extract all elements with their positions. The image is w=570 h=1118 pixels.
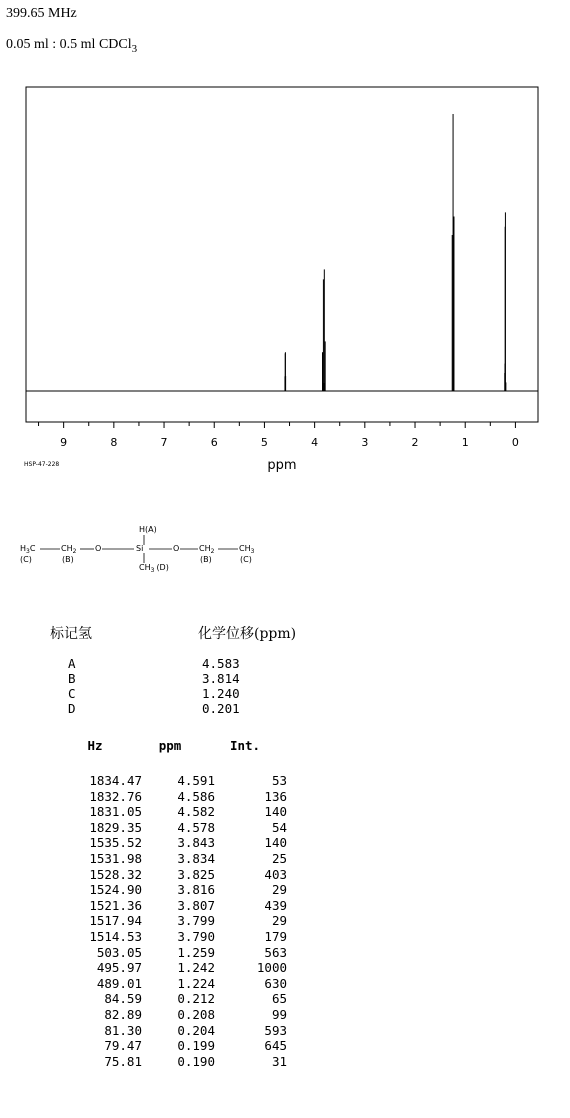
int-cell: 563 bbox=[264, 944, 287, 960]
table-row bbox=[60, 1007, 287, 1023]
int-cell: 29 bbox=[271, 882, 287, 898]
spectrometer-frequency: 399.65 MHz bbox=[6, 6, 77, 21]
table-row bbox=[60, 991, 287, 1007]
hz-cell: 1832.76 bbox=[89, 788, 142, 804]
ppm-cell: 0.204 bbox=[177, 1022, 215, 1038]
header-ppm: ppm bbox=[158, 738, 182, 753]
hz-cell: 1831.05 bbox=[89, 804, 142, 820]
hz-cell: 1531.98 bbox=[89, 850, 142, 866]
table-row bbox=[60, 960, 287, 976]
ppm-cell: 3.825 bbox=[177, 866, 215, 882]
x-tick-label: 7 bbox=[160, 436, 168, 449]
int-cell: 1000 bbox=[256, 960, 287, 976]
ppm-cell: 0.212 bbox=[177, 991, 215, 1007]
int-cell: 630 bbox=[264, 975, 287, 991]
int-cell: 65 bbox=[271, 991, 287, 1007]
int-cell: 140 bbox=[264, 835, 287, 851]
solvent-text: 0.05 ml : 0.5 ml CDCl bbox=[6, 37, 132, 52]
ppm-cell: 1.224 bbox=[177, 975, 215, 991]
hz-cell: 75.81 bbox=[104, 1053, 142, 1069]
hz-cell: 1834.47 bbox=[89, 773, 142, 788]
table-row bbox=[60, 789, 287, 805]
assignment-row: A 4.583 bbox=[68, 656, 240, 671]
ppm-cell: 4.578 bbox=[177, 819, 215, 835]
peak-table-header bbox=[60, 738, 280, 753]
x-axis-label: ppm bbox=[267, 458, 297, 473]
int-cell: 25 bbox=[271, 850, 287, 866]
hz-cell: 82.89 bbox=[104, 1006, 142, 1022]
hz-cell: 1517.94 bbox=[89, 913, 142, 929]
table-row bbox=[60, 851, 287, 867]
right-oxygen: O bbox=[173, 544, 180, 553]
plot-frame bbox=[26, 87, 538, 422]
hz-cell: 81.30 bbox=[104, 1022, 142, 1038]
ppm-cell: 1.242 bbox=[177, 960, 215, 976]
label-b-left: (B) bbox=[62, 555, 74, 564]
x-tick-label: 1 bbox=[461, 436, 469, 449]
ppm-cell: 3.843 bbox=[177, 835, 215, 851]
x-tick-label: 0 bbox=[511, 436, 519, 449]
label-c-left: (C) bbox=[20, 555, 32, 564]
int-cell: 31 bbox=[271, 1053, 287, 1069]
table-row bbox=[60, 804, 287, 820]
right-methyl: $CH_3$ bbox=[239, 544, 255, 555]
assignment-row: B 3.814 bbox=[68, 671, 240, 686]
solvent-subscript: 3 bbox=[131, 43, 138, 55]
table-row bbox=[60, 867, 287, 883]
assignment-row: D 0.201 bbox=[68, 701, 240, 716]
int-cell: 593 bbox=[264, 1022, 287, 1038]
ppm-cell: 3.807 bbox=[177, 897, 215, 913]
silicon-atom: Si bbox=[136, 544, 144, 553]
assignment-table bbox=[68, 656, 240, 716]
ppm-cell: 4.582 bbox=[177, 804, 215, 820]
assignment-row: C 1.240 bbox=[68, 686, 240, 701]
ppm-cell: 0.199 bbox=[177, 1038, 215, 1054]
ppm-cell: 3.799 bbox=[177, 913, 215, 929]
right-methylene: $CH_2$ bbox=[199, 544, 215, 555]
ppm-cell: 3.790 bbox=[177, 928, 215, 944]
int-cell: 29 bbox=[271, 913, 287, 929]
label-b-right: (B) bbox=[200, 555, 212, 564]
left-methyl-h: $H_3C$ bbox=[20, 544, 36, 555]
si-methyl: $CH_3$ (D) bbox=[139, 563, 169, 574]
hz-cell: 503.05 bbox=[96, 944, 142, 960]
table-row bbox=[60, 773, 287, 789]
table-row bbox=[60, 976, 287, 992]
x-tick-label: 2 bbox=[411, 436, 419, 449]
int-cell: 54 bbox=[271, 819, 287, 835]
table-row bbox=[60, 1038, 287, 1054]
left-oxygen: O bbox=[95, 544, 102, 553]
tick-group bbox=[39, 422, 519, 449]
int-cell: 136 bbox=[264, 788, 287, 804]
int-cell: 439 bbox=[264, 897, 287, 913]
table-row bbox=[60, 820, 287, 836]
peak-table bbox=[60, 773, 287, 1069]
nmr-spectrum-chart bbox=[0, 0, 570, 480]
table-row bbox=[60, 898, 287, 914]
table-row bbox=[60, 929, 287, 945]
x-tick-label: 6 bbox=[210, 436, 218, 449]
si-h-label: H(A) bbox=[139, 525, 157, 534]
int-cell: 53 bbox=[271, 773, 287, 788]
hz-cell: 1829.35 bbox=[89, 819, 142, 835]
x-tick-label: 4 bbox=[311, 436, 319, 449]
header-int: Int. bbox=[229, 738, 261, 753]
hz-cell: 79.47 bbox=[104, 1038, 142, 1054]
x-tick-label: 3 bbox=[361, 436, 369, 449]
hz-cell: 495.97 bbox=[96, 960, 142, 976]
int-cell: 99 bbox=[271, 1006, 287, 1022]
table-row bbox=[60, 1023, 287, 1039]
int-cell: 403 bbox=[264, 866, 287, 882]
hz-cell: 1524.90 bbox=[89, 882, 142, 898]
table-row bbox=[60, 835, 287, 851]
header-hz: Hz bbox=[87, 738, 103, 753]
hz-cell: 489.01 bbox=[96, 975, 142, 991]
ppm-cell: 0.190 bbox=[177, 1053, 215, 1069]
table-row bbox=[60, 1054, 287, 1070]
int-cell: 179 bbox=[264, 928, 287, 944]
ppm-cell: 4.586 bbox=[177, 788, 215, 804]
ppm-cell: 0.208 bbox=[177, 1006, 215, 1022]
table-row bbox=[60, 913, 287, 929]
table-row bbox=[60, 882, 287, 898]
int-cell: 140 bbox=[264, 804, 287, 820]
x-tick-label: 8 bbox=[110, 436, 118, 449]
spectrum-code: HSP-47-228 bbox=[24, 461, 60, 468]
hz-cell: 1535.52 bbox=[89, 835, 142, 851]
hz-cell: 1521.36 bbox=[89, 897, 142, 913]
hz-cell: 1514.53 bbox=[89, 928, 142, 944]
ppm-cell: 3.816 bbox=[177, 882, 215, 898]
x-tick-label: 9 bbox=[60, 436, 68, 449]
ppm-cell: 1.259 bbox=[177, 944, 215, 960]
left-methylene: $CH_2$ bbox=[61, 544, 77, 555]
table-row bbox=[60, 945, 287, 961]
structure-diagram bbox=[18, 525, 278, 575]
int-cell: 645 bbox=[264, 1038, 287, 1054]
x-tick-label: 5 bbox=[260, 436, 268, 449]
label-c-right: (C) bbox=[240, 555, 252, 564]
assignment-header-shift: 化学位移(ppm) bbox=[198, 626, 297, 642]
ppm-cell: 3.834 bbox=[177, 850, 215, 866]
ppm-cell: 4.591 bbox=[177, 773, 215, 788]
assignment-header-label: 标记氢 bbox=[50, 626, 92, 642]
hz-cell: 84.59 bbox=[104, 991, 142, 1007]
hz-cell: 1528.32 bbox=[89, 866, 142, 882]
